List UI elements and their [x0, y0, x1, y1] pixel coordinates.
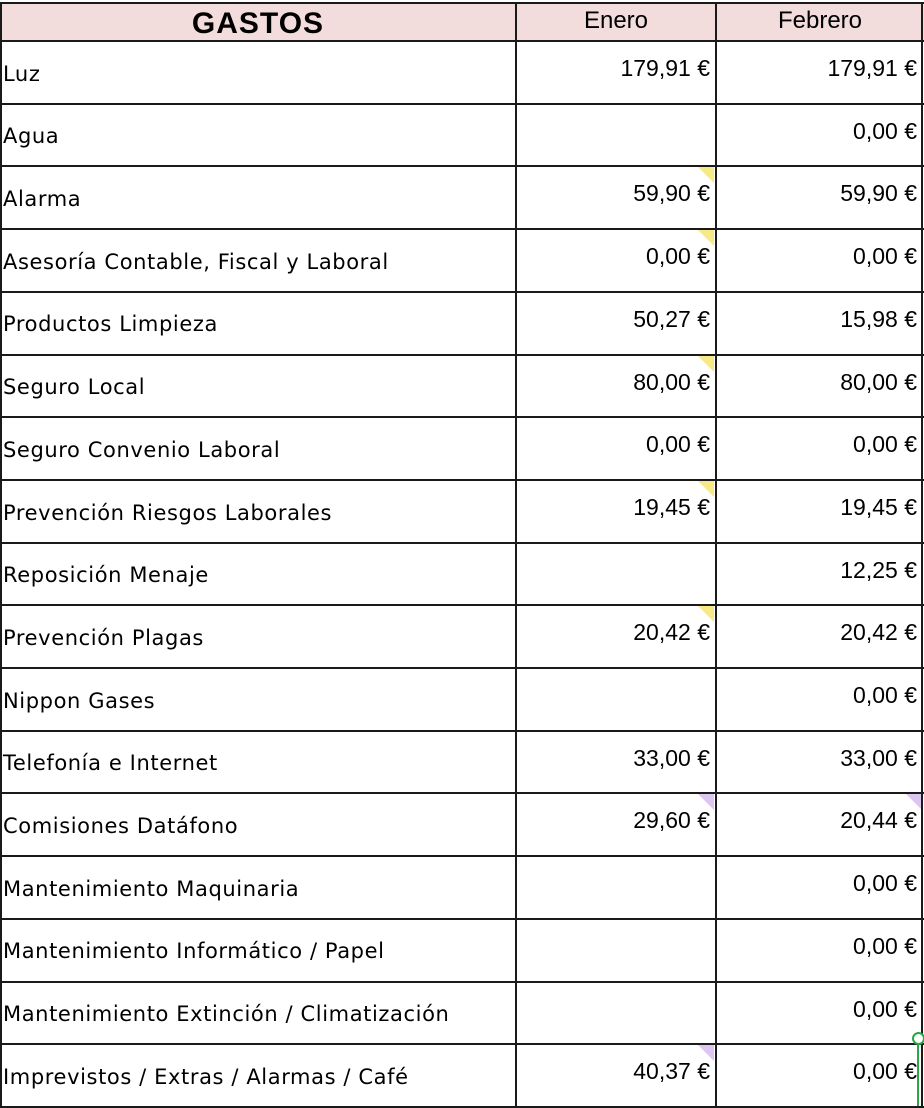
enero-cell[interactable]	[516, 480, 716, 543]
table-row	[0, 731, 924, 794]
febrero-value: 33,00 €	[840, 744, 917, 771]
table-row	[0, 229, 924, 292]
table-row	[0, 417, 924, 480]
febrero-cell[interactable]	[716, 793, 924, 856]
expense-label-cell[interactable]	[0, 731, 516, 794]
expense-label-cell[interactable]	[0, 668, 516, 731]
expense-label-cell[interactable]	[0, 982, 516, 1045]
enero-cell[interactable]	[516, 417, 716, 480]
expense-label-cell[interactable]	[0, 543, 516, 606]
expense-label: Prevención Riesgos Laborales	[3, 500, 333, 525]
expense-label: Productos Limpieza	[3, 312, 218, 337]
febrero-cell[interactable]	[716, 982, 924, 1045]
column-divider	[515, 3, 517, 1106]
column-divider	[715, 3, 717, 1106]
table-row	[0, 292, 924, 355]
row-divider	[0, 165, 924, 167]
table-row	[0, 480, 924, 543]
header-febrero[interactable]: Febrero	[777, 7, 863, 34]
expense-label-cell[interactable]	[0, 166, 516, 229]
expense-label-cell[interactable]	[0, 229, 516, 292]
febrero-cell[interactable]	[716, 731, 924, 794]
expense-label: Prevención Plagas	[3, 625, 204, 650]
expense-label: Asesoría Contable, Fiscal y Laboral	[3, 249, 389, 274]
expense-label-cell[interactable]	[0, 856, 516, 919]
expense-label-cell[interactable]	[0, 41, 516, 104]
table-row	[0, 605, 924, 668]
column-divider	[0, 3, 2, 1106]
febrero-value: 80,00 €	[840, 368, 917, 395]
febrero-value: 0,00 €	[853, 995, 917, 1022]
enero-value: 19,45 €	[633, 493, 710, 520]
febrero-cell[interactable]	[716, 229, 924, 292]
enero-cell[interactable]	[516, 982, 716, 1045]
table-row	[0, 793, 924, 856]
febrero-cell[interactable]	[716, 543, 924, 606]
table-row	[0, 104, 924, 167]
enero-cell[interactable]	[516, 229, 716, 292]
febrero-cell[interactable]	[716, 166, 924, 229]
expense-label-cell[interactable]	[0, 104, 516, 167]
table-row	[0, 543, 924, 606]
febrero-cell[interactable]	[716, 41, 924, 104]
enero-cell[interactable]	[516, 543, 716, 606]
expense-label: Seguro Local	[3, 375, 146, 400]
expense-label: Mantenimiento Informático / Papel	[3, 939, 385, 964]
row-divider	[0, 416, 924, 418]
enero-value: 59,90 €	[633, 180, 710, 207]
expense-label: Luz	[3, 61, 41, 86]
febrero-cell[interactable]	[716, 1044, 924, 1107]
selection-fill-handle[interactable]	[912, 1032, 924, 1045]
enero-value: 80,00 €	[633, 368, 710, 395]
table-row	[0, 856, 924, 919]
enero-cell[interactable]	[516, 292, 716, 355]
enero-cell[interactable]	[516, 166, 716, 229]
expense-label-cell[interactable]	[0, 355, 516, 418]
row-divider	[0, 291, 924, 293]
table-row	[0, 982, 924, 1045]
enero-value: 29,60 €	[633, 807, 710, 834]
expense-label: Nippon Gases	[3, 688, 156, 713]
febrero-cell[interactable]	[716, 919, 924, 982]
enero-cell[interactable]	[516, 668, 716, 731]
expense-label: Comisiones Datáfono	[3, 814, 239, 839]
febrero-cell[interactable]	[716, 292, 924, 355]
febrero-value: 12,25 €	[840, 556, 917, 583]
header-enero[interactable]: Enero	[583, 7, 649, 34]
row-divider	[0, 479, 924, 481]
table-row	[0, 919, 924, 982]
expense-label-cell[interactable]	[0, 919, 516, 982]
febrero-value: 0,00 €	[853, 870, 917, 897]
row-divider	[0, 667, 924, 669]
expense-label-cell[interactable]	[0, 417, 516, 480]
febrero-cell[interactable]	[716, 355, 924, 418]
febrero-cell[interactable]	[716, 480, 924, 543]
expense-label-cell[interactable]	[0, 605, 516, 668]
expense-label: Agua	[3, 124, 60, 149]
row-divider	[0, 2, 924, 4]
row-divider	[0, 792, 924, 794]
enero-value: 33,00 €	[633, 744, 710, 771]
row-divider	[0, 228, 924, 230]
selection-border	[917, 1038, 919, 1106]
febrero-value: 0,00 €	[853, 431, 917, 458]
header-gastos[interactable]: GASTOS	[191, 7, 325, 40]
febrero-value: 19,45 €	[840, 493, 917, 520]
enero-value: 40,37 €	[633, 1058, 710, 1085]
febrero-cell[interactable]	[716, 668, 924, 731]
enero-value: 20,42 €	[633, 619, 710, 646]
table-row	[0, 355, 924, 418]
expense-label-cell[interactable]	[0, 292, 516, 355]
row-divider	[0, 918, 924, 920]
enero-cell[interactable]	[516, 856, 716, 919]
row-divider	[0, 604, 924, 606]
febrero-value: 0,00 €	[853, 117, 917, 144]
febrero-value: 0,00 €	[853, 682, 917, 708]
febrero-cell[interactable]	[716, 104, 924, 167]
expense-label: Alarma	[3, 187, 82, 212]
febrero-cell[interactable]	[716, 856, 924, 919]
expense-label: Mantenimiento Extinción / Climatización	[3, 1002, 450, 1027]
febrero-cell[interactable]	[716, 417, 924, 480]
enero-cell[interactable]	[516, 919, 716, 982]
enero-value: 0,00 €	[646, 431, 710, 458]
enero-value: 50,27 €	[633, 305, 710, 332]
header-row	[0, 3, 924, 41]
expense-label: Imprevistos / Extras / Alarmas / Café	[3, 1064, 409, 1089]
febrero-value: 59,90 €	[840, 180, 917, 207]
febrero-value: 0,00 €	[853, 1058, 917, 1085]
enero-value: 179,91 €	[620, 55, 710, 81]
enero-cell[interactable]	[516, 793, 716, 856]
row-divider	[0, 1043, 924, 1045]
table-row	[0, 1044, 924, 1107]
enero-cell[interactable]	[516, 1044, 716, 1107]
enero-cell[interactable]	[516, 355, 716, 418]
row-divider	[0, 730, 924, 732]
column-divider	[921, 3, 923, 1106]
row-divider	[0, 354, 924, 356]
expense-label-cell[interactable]	[0, 1044, 516, 1107]
febrero-value: 15,98 €	[840, 305, 917, 332]
febrero-value: 20,44 €	[840, 807, 917, 834]
febrero-value: 179,91 €	[827, 55, 917, 81]
table-row	[0, 166, 924, 229]
expense-label: Seguro Convenio Laboral	[3, 437, 281, 462]
row-divider	[0, 40, 924, 42]
enero-cell[interactable]	[516, 605, 716, 668]
expense-label-cell[interactable]	[0, 480, 516, 543]
row-divider	[0, 981, 924, 983]
enero-cell[interactable]	[516, 41, 716, 104]
row-divider	[0, 855, 924, 857]
expense-label: Reposición Menaje	[3, 563, 209, 588]
row-divider	[0, 542, 924, 544]
enero-cell[interactable]	[516, 731, 716, 794]
table-row	[0, 41, 924, 104]
enero-value: 0,00 €	[646, 243, 710, 270]
row-divider	[0, 103, 924, 105]
expense-label: Mantenimiento Maquinaria	[3, 876, 300, 901]
febrero-value: 0,00 €	[853, 243, 917, 270]
table-row	[0, 668, 924, 731]
expense-label: Telefonía e Internet	[3, 751, 218, 776]
febrero-value: 0,00 €	[853, 932, 917, 959]
expense-label-cell[interactable]	[0, 793, 516, 856]
febrero-value: 20,42 €	[840, 619, 917, 646]
febrero-cell[interactable]	[716, 605, 924, 668]
enero-cell[interactable]	[516, 104, 716, 167]
